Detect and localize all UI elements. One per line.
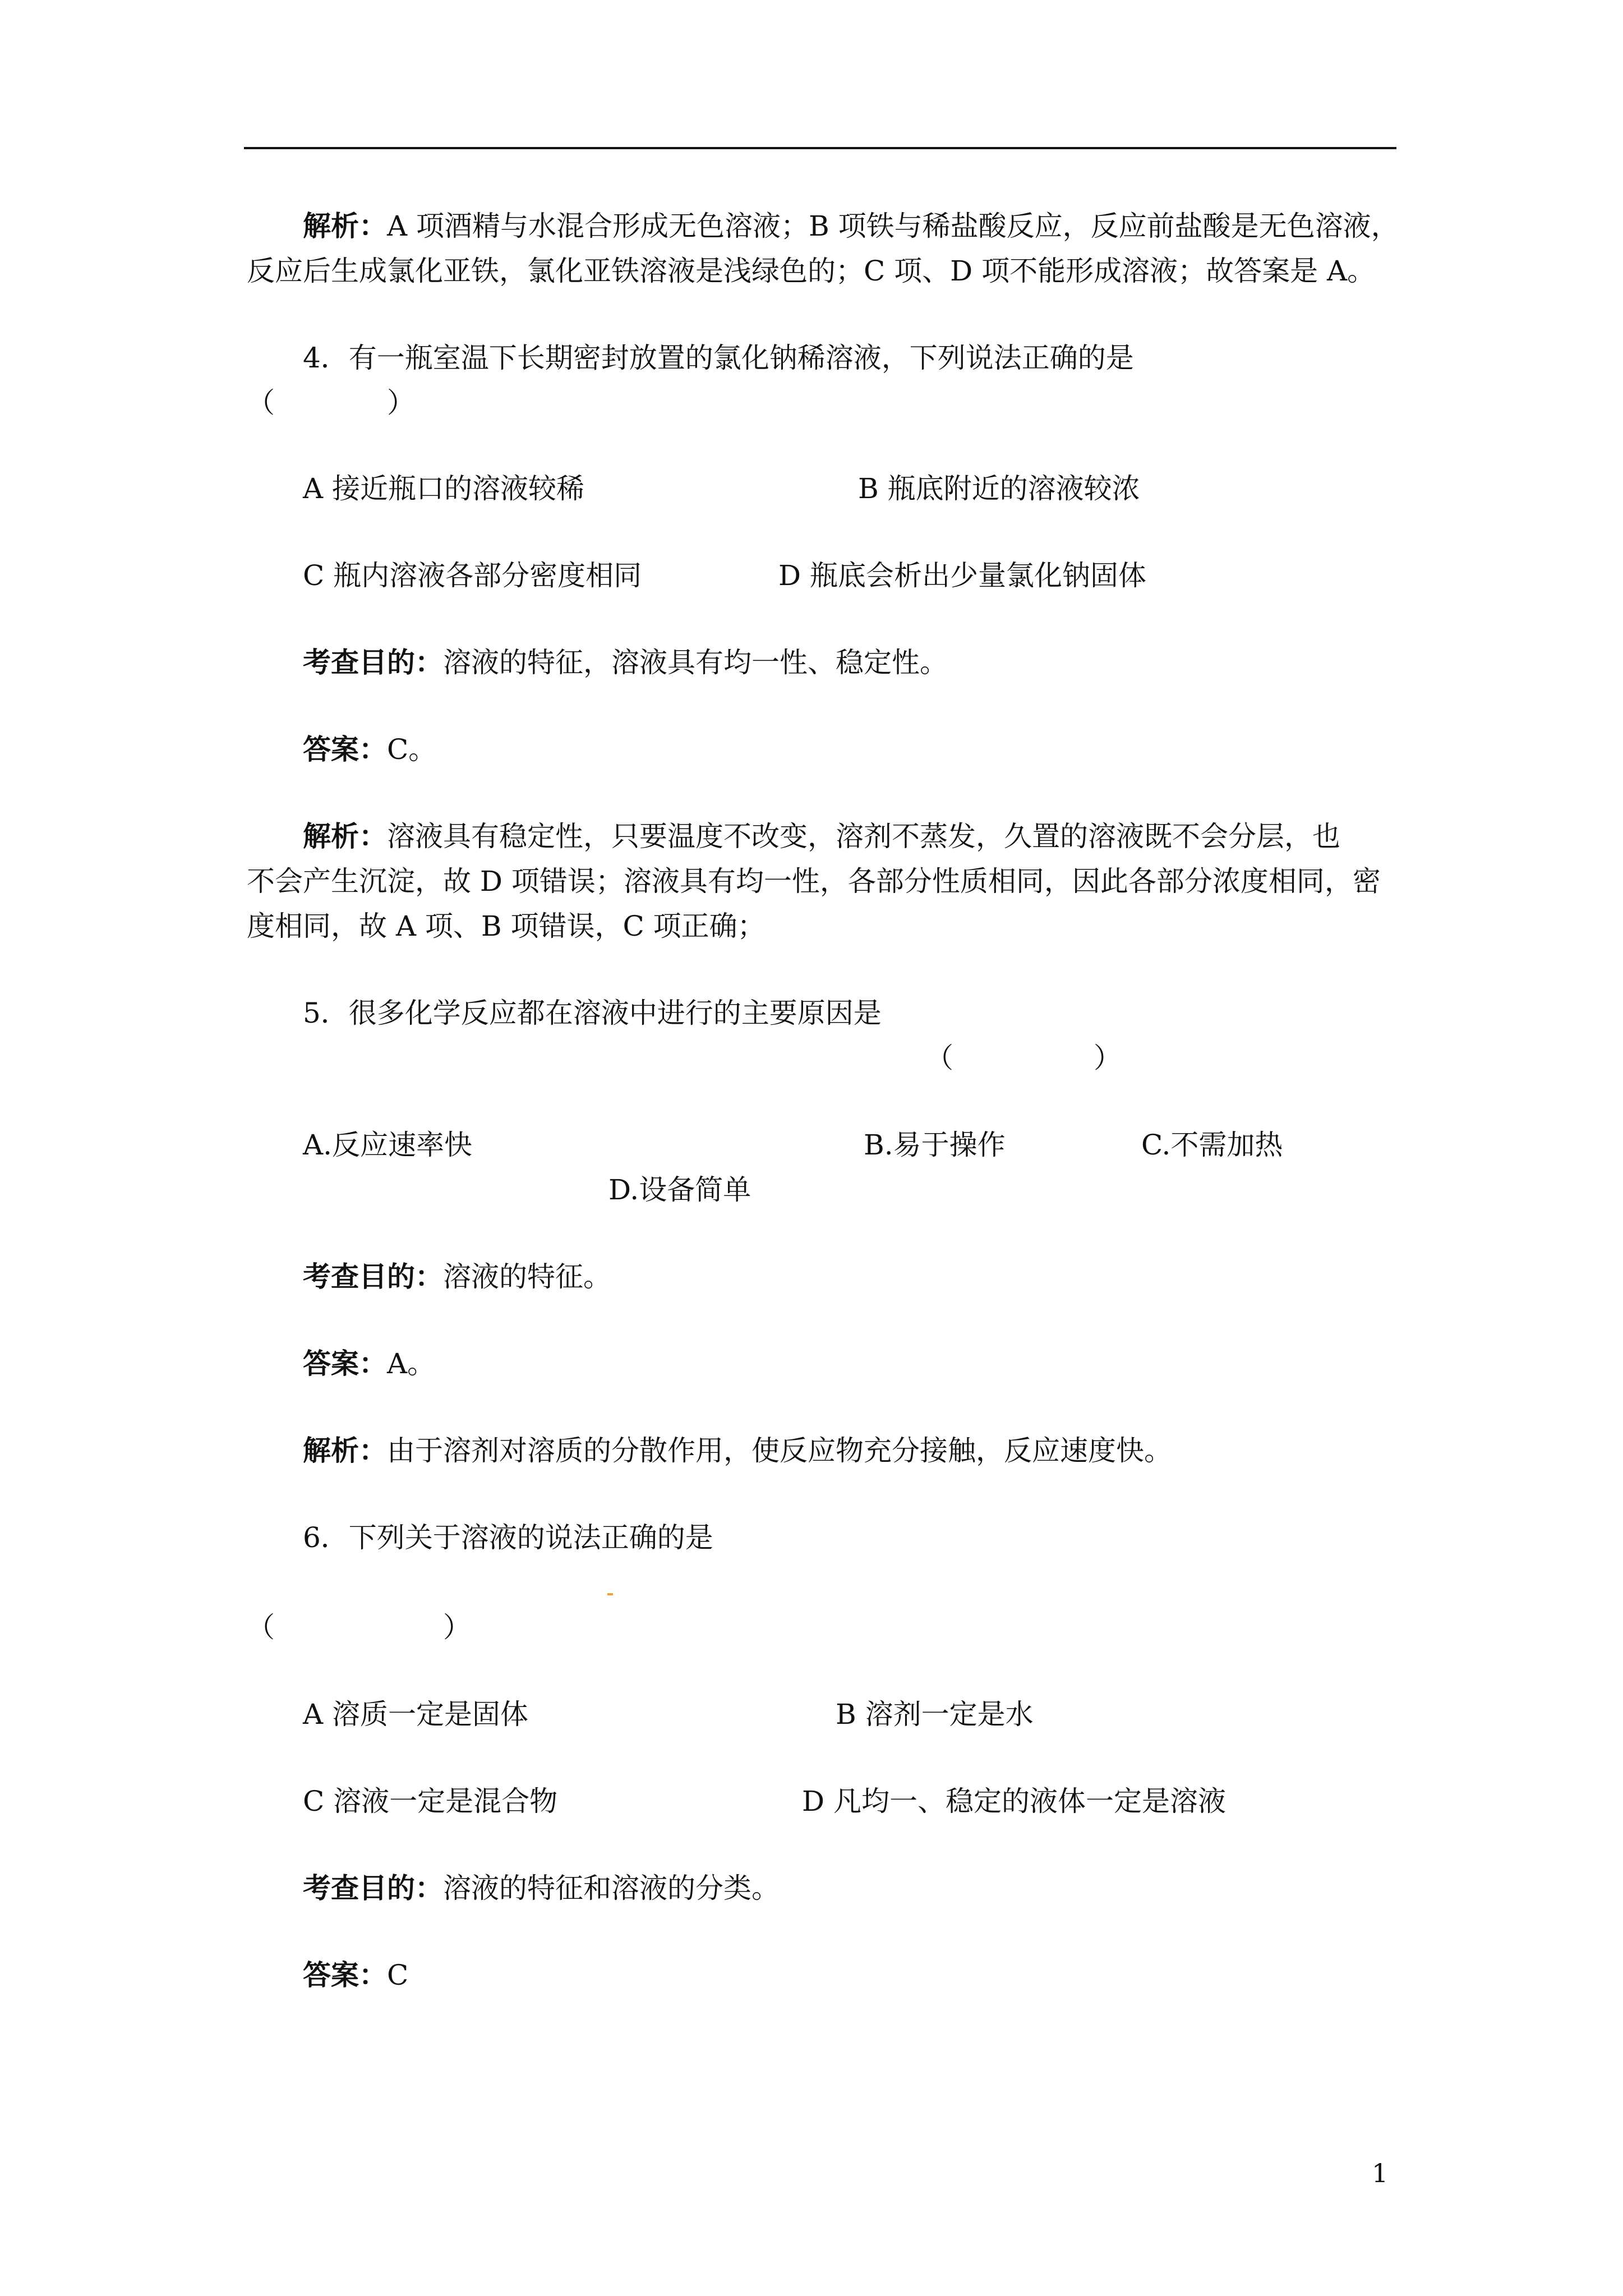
q5-explanation: 解析：由于溶剂对溶质的分散作用，使反应物充分接触，反应速度快。: [303, 1434, 1172, 1467]
q6-answer: 答案：C: [303, 1958, 409, 1991]
q4-explanation-line3: 度相同，故 A 项、B 项错误，C 项正确；: [247, 910, 766, 942]
q5-option-d: D.设备简单: [608, 1174, 751, 1206]
q4-option-c: C 瓶内溶液各部分密度相同: [303, 559, 642, 592]
q4-option-b: B 瓶底附近的溶液较浓: [858, 472, 1140, 505]
q5-option-b: B.易于操作: [864, 1129, 1006, 1161]
header-rule: [244, 147, 1396, 149]
q5-option-a: A.反应速率快: [303, 1129, 473, 1161]
q6-option-b: B 溶剂一定是水: [836, 1698, 1034, 1731]
answer-label: 答案：: [303, 1347, 387, 1380]
q4-explanation-line1: 解析：溶液具有稳定性，只要温度不改变，溶剂不蒸发，久置的溶液既不会分层，也: [303, 820, 1340, 853]
page-number: 1: [1372, 2158, 1389, 2188]
q4-stem: 4．有一瓶室温下长期密封放置的氯化钠稀溶液，下列说法正确的是: [303, 342, 1134, 374]
q5-option-c: C.不需加热: [1141, 1129, 1283, 1161]
q4-answer: 答案：C。: [303, 733, 437, 766]
q3-explanation-line1: 解析：A 项酒精与水混合形成无色溶液；B 项铁与稀盐酸反应，反应前盐酸是无色溶液，: [303, 209, 1399, 242]
answer-label: 答案：: [303, 1958, 387, 1991]
q4-purpose: 考查目的：溶液的特征，溶液具有均一性、稳定性。: [303, 646, 948, 679]
q5-answer: 答案：A。: [303, 1347, 436, 1380]
q5-answer-blank: （ ）: [925, 1042, 1122, 1074]
answer-label: 答案：: [303, 733, 387, 766]
q4-answer-blank: （ ）: [247, 386, 415, 419]
purpose-label: 考查目的：: [303, 646, 443, 679]
explanation-label: 解析：: [303, 209, 387, 242]
stray-mark: [607, 1593, 613, 1595]
q4-option-d: D 瓶底会析出少量氯化钠固体: [778, 559, 1146, 592]
q6-option-c: C 溶液一定是混合物: [303, 1785, 558, 1818]
q5-purpose: 考查目的：溶液的特征。: [303, 1260, 611, 1293]
q4-option-a: A 接近瓶口的溶液较稀: [303, 472, 585, 505]
explanation-label: 解析：: [303, 1434, 387, 1467]
q4-explanation-line2: 不会产生沉淀，故 D 项错误；溶液具有均一性，各部分性质相同，因此各部分浓度相同，密: [247, 865, 1381, 898]
q3-explanation-line2: 反应后生成氯化亚铁，氯化亚铁溶液是浅绿色的；C 项、D 项不能形成溶液；故答案是 A。: [247, 255, 1376, 287]
q5-stem: 5．很多化学反应都在溶液中进行的主要原因是: [303, 997, 882, 1029]
q6-option-d: D 凡均一、稳定的液体一定是溶液: [802, 1785, 1226, 1818]
explanation-label: 解析：: [303, 820, 387, 853]
q6-purpose: 考查目的：溶液的特征和溶液的分类。: [303, 1871, 780, 1904]
q6-option-a: A 溶质一定是固体: [303, 1698, 529, 1731]
purpose-label: 考查目的：: [303, 1871, 443, 1904]
q6-stem: 6．下列关于溶液的说法正确的是: [303, 1521, 713, 1554]
purpose-label: 考查目的：: [303, 1260, 443, 1293]
q6-answer-blank: （ ）: [247, 1611, 471, 1644]
